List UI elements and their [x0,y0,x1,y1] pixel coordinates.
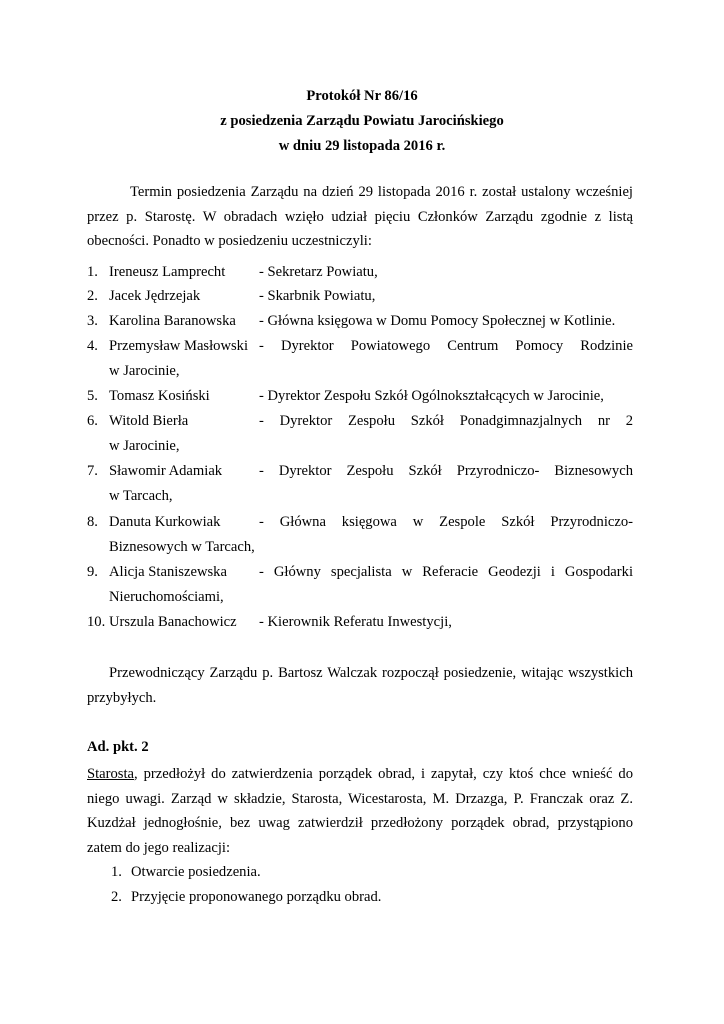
participant-row [87,336,633,356]
participant-role: - Dyrektor Zespołu Szkół Przyrodniczo- Biznesowych [259,463,633,479]
section-paragraph [87,762,633,860]
participant-name: Sławomir Adamiak [109,463,223,479]
participant-role: - Dyrektor Zespołu Szkół Ponadgimnazjalnych nr 2 [259,413,633,429]
participant-row [87,512,633,532]
participant-number: 9. [87,564,98,580]
participant-row [87,311,633,331]
participant-role: - Sekretarz Powiatu, [259,264,378,280]
participant-name: Urszula Banachowicz [109,614,237,630]
participant-role: - Główna księgowa w Zespole Szkół Przyrodniczo- [259,514,633,530]
participant-name: Ireneusz Lamprecht [109,264,226,280]
protocol-subtitle: z posiedzenia Zarządu Powiatu Jarocińskiego [220,113,504,129]
participant-name: Przemysław Masłowski [109,338,249,354]
protocol-title: Protokół Nr 86/16 [306,88,418,104]
participant-number: 3. [87,313,98,329]
participant-role: - Kierownik Referatu Inwestycji, [259,614,452,630]
section-subject: Starosta [87,766,135,782]
participant-number: 6. [87,413,98,429]
participant-name: Karolina Baranowska [109,313,236,329]
intro-paragraph [87,180,633,254]
participant-row [87,262,633,282]
participant-row [87,612,633,632]
participant-role: - Dyrektor Zespołu Szkół Ogólnokształcących w Jarocinie, [259,388,604,404]
participant-row [87,386,633,406]
participant-role: - Skarbnik Powiatu, [259,288,376,304]
section-heading: Ad. pkt. 2 [87,739,149,755]
participant-row [87,562,633,582]
opening-text: Przewodniczący Zarządu p. Bartosz Walczak rozpoczął posiedzenie, witając wszystkich przybyłych. [87,665,633,706]
participant-name: Danuta Kurkowiak [109,514,221,530]
intro-text: Termin posiedzenia Zarządu na dzień 29 listopada 2016 r. został ustalony wcześniej przez p. Starostę. W obradach wzięło udział pięciu Członków Zarządu zgodnie z listą obecności. Ponadto w posiedzeniu uczestniczyli: [87,184,633,250]
agenda-number: 2. [111,889,122,905]
participant-role-continuation: w Tarcach, [109,488,173,504]
participant-number: 8. [87,514,98,530]
participant-number: 10. [87,614,106,630]
participant-name: Jacek Jędrzejak [109,288,201,304]
participant-number: 7. [87,463,98,479]
participant-role-continuation: Nieruchomościami, [109,589,224,605]
agenda-number: 1. [111,864,122,880]
participant-role-continuation: Biznesowych w Tarcach, [109,539,255,555]
agenda-item [111,887,381,907]
opening-paragraph [87,661,633,710]
participant-number: 1. [87,264,98,280]
participant-row [87,286,633,306]
participant-number: 5. [87,388,98,404]
agenda-item [111,862,261,882]
participant-row [87,411,633,431]
participant-role-continuation: w Jarocinie, [109,438,180,454]
agenda-text: Przyjęcie proponowanego porządku obrad. [131,889,382,905]
participant-name: Alicja Staniszewska [109,564,227,580]
participant-role-continuation: w Jarocinie, [109,363,180,379]
section-text: , przedłożył do zatwierdzenia porządek obrad, i zapytał, czy ktoś chce wnieść do niego uwagi. Zarząd w składzie, Starosta, Wicestarosta, M. Drzazga, P. Franczak oraz Z. Kuzdżał jednogłośnie, bez uwag zatwierdził przedłożony porządek obrad, przystąpiono zatem do jego realizacji: [87,766,633,856]
participant-role: - Główna księgowa w Domu Pomocy Społecznej w Kotlinie. [259,313,616,329]
participant-row [87,461,633,481]
participant-role: - Główny specjalista w Referacie Geodezji i Gospodarki [259,564,633,580]
participant-number: 4. [87,338,98,354]
protocol-date: w dniu 29 listopada 2016 r. [278,138,446,154]
participant-role: - Dyrektor Powiatowego Centrum Pomocy Rodzinie [259,338,633,354]
participant-name: Tomasz Kosiński [109,388,210,404]
agenda-text: Otwarcie posiedzenia. [131,864,261,880]
participant-name: Witold Bierła [109,413,189,429]
participant-number: 2. [87,288,98,304]
